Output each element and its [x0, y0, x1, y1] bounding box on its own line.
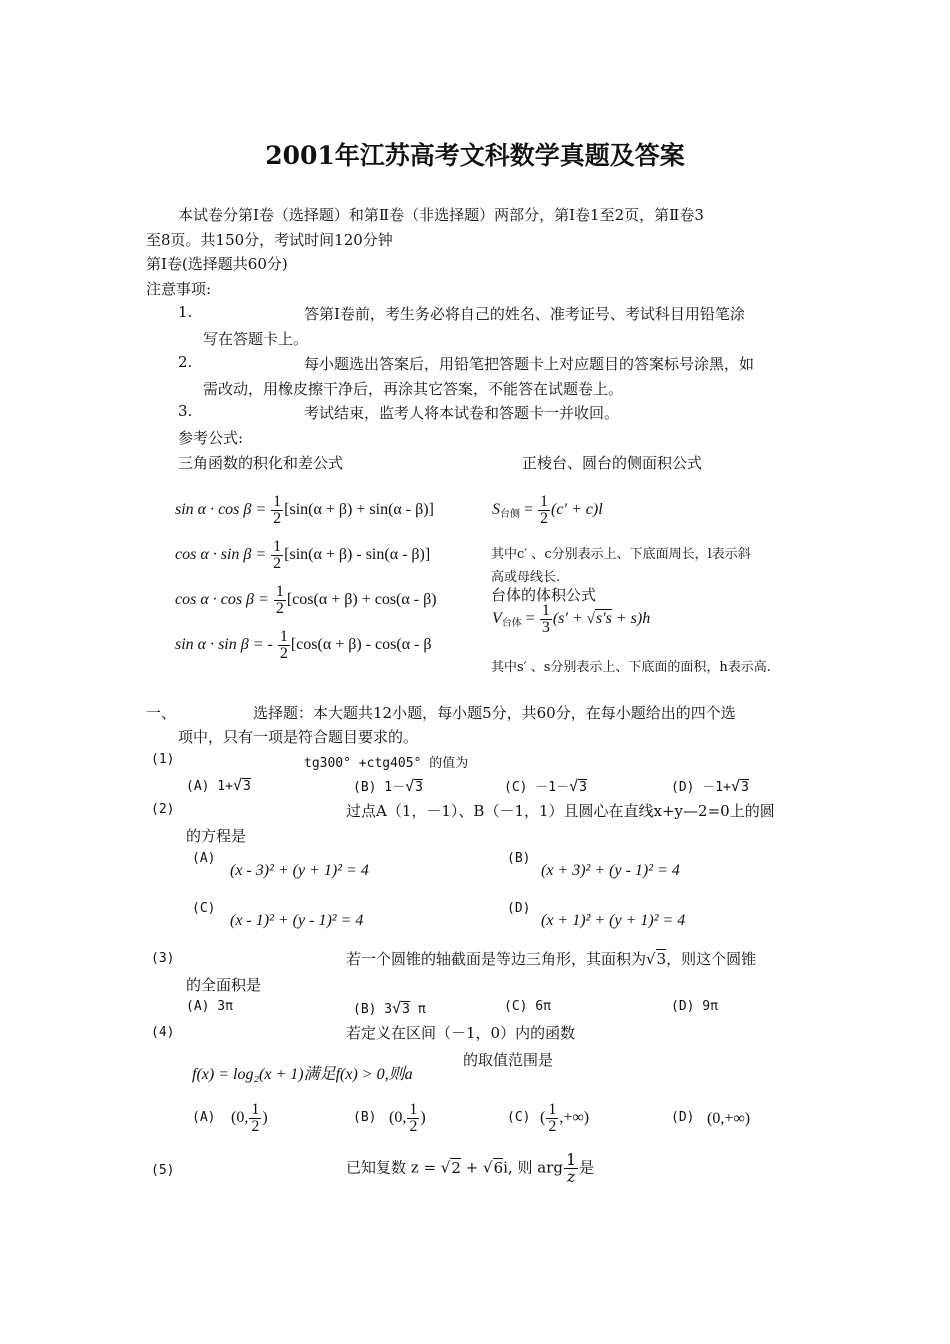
q3-stem: 若一个圆锥的轴截面是等边三角形，其面积为√3，则这个圆锥	[346, 950, 757, 968]
note-2-text-cont: 需改动，用橡皮擦干净后，再涂其它答案，不能答在试题卷上。	[203, 380, 624, 398]
ref-heading: 参考公式:	[178, 429, 244, 447]
formula-sin-cos: sin α · cos β = $\frac{1}{2}$ [sin(α + β) + sin(α - β)]	[175, 493, 434, 527]
q3-number: (3)	[151, 951, 175, 966]
note-1-text: 答第Ⅰ卷前，考生务必将自己的姓名、准考证号、考试科目用铅笔涂	[304, 305, 745, 323]
section-1-number: 一、	[146, 704, 177, 722]
q4-stem: 若定义在区间（－1，0）内的函数	[346, 1024, 576, 1042]
q4-option-d-label: (D)	[671, 1110, 695, 1125]
q4-stem-tail: 的取值范围是	[463, 1051, 554, 1069]
note-3-text: 考试结束，监考人将本试卷和答题卡一并收回。	[304, 404, 620, 422]
q5-number: (5)	[151, 1163, 175, 1178]
q2-option-d-label: (D)	[507, 901, 531, 916]
q2-option-c: (x - 1)² + (y - 1)² = 4	[230, 912, 364, 929]
q1-option-d: (D) －1+√3	[671, 777, 749, 795]
q2-option-b: (x + 3)² + (y - 1)² = 4	[541, 862, 680, 879]
q2-stem: 过点A（1，－1）、B（－1，1）且圆心在直线x+y—2=0上的圆	[346, 802, 775, 820]
q3-option-b: (B) 3√3 π	[353, 999, 426, 1017]
q2-option-c-label: (C)	[192, 901, 216, 916]
lateral-area-note: 其中c′ 、c分别表示上、下底面周长，l表示斜	[491, 547, 751, 562]
q4-option-c-label: (C)	[507, 1110, 531, 1125]
q4-number: (4)	[151, 1025, 175, 1040]
q1-option-c: (C) －1－√3	[504, 777, 587, 795]
page-title: 2001年江苏高考文科数学真题及答案	[265, 141, 685, 170]
formula-cos-sin: cos α · sin β = $\frac{1}{2}$ [sin(α + β) - sin(α - β)]	[175, 538, 431, 572]
q4-option-b: (0, $\frac{1}{2}$ )	[389, 1101, 426, 1135]
note-3-number: 3.	[178, 402, 193, 420]
q3-option-c: (C) 6π	[504, 999, 551, 1014]
ref-left-title: 三角函数的积化和差公式	[178, 454, 344, 472]
note-2-text: 每小题选出答案后，用铅笔把答题卡上对应题目的答案标号涂黑，如	[304, 355, 755, 373]
notice-heading: 注意事项:	[146, 280, 212, 298]
note-1-text-cont: 写在答题卡上。	[203, 330, 309, 348]
q2-option-a-label: (A)	[192, 851, 216, 866]
q2-option-b-label: (B)	[507, 851, 531, 866]
q4-option-a: (0, $\frac{1}{2}$ )	[231, 1101, 268, 1135]
intro-line-1: 本试卷分第Ⅰ卷（选择题）和第Ⅱ卷（非选择题）两部分，第Ⅰ卷1至2页，第Ⅱ卷3	[178, 206, 704, 224]
q1-option-a: (A) 1+√3	[186, 776, 251, 794]
q3-stem-cont: 的全面积是	[186, 976, 262, 994]
q1-stem: tg300° +ctg405° 的值为	[304, 756, 469, 771]
formula-lateral-area: $S_{台侧}$ = $\frac{1}{2}$ (c′ + c)l	[492, 493, 603, 527]
q2-number: (2)	[151, 802, 175, 817]
formula-volume: $V_{台体}$ = $\frac{1}{3}$ (s′ + √s′s + s)h	[492, 602, 651, 636]
ref-right-title: 正棱台、圆台的侧面积公式	[522, 454, 703, 472]
q2-option-a: (x - 3)² + (y + 1)² = 4	[230, 862, 369, 879]
volume-note: 其中s′ 、s分别表示上、下底面的面积，h表示高.	[491, 660, 771, 675]
q4-option-c: ( $\frac{1}{2}$ ,+∞)	[540, 1101, 590, 1135]
part1-heading: 第Ⅰ卷(选择题共60分)	[146, 255, 288, 273]
q3-option-d: (D) 9π	[671, 999, 718, 1014]
q4-option-a-label: (A)	[192, 1110, 216, 1125]
q1-option-b: (B) 1－√3	[353, 777, 423, 795]
section-1-heading: 选择题：本大题共12小题，每小题5分，共60分，在每小题给出的四个选	[253, 704, 736, 722]
formula-cos-cos: cos α · cos β = $\frac{1}{2}$ [cos(α + β) + cos(α - β)	[175, 583, 437, 617]
q4-function: f(x) = log₂(x + 1)满足f(x) > 0,则a	[192, 1066, 413, 1083]
note-2-number: 2.	[178, 353, 193, 371]
intro-line-2: 至8页。共150分，考试时间120分钟	[146, 231, 393, 249]
note-1-number: 1.	[178, 303, 193, 321]
q3-option-a: (A) 3π	[186, 999, 233, 1014]
section-1-heading-cont: 项中，只有一项是符合题目要求的。	[178, 728, 419, 746]
q2-stem-cont: 的方程是	[186, 827, 247, 845]
volume-title: 台体的体积公式	[491, 586, 597, 604]
q5-stem: 已知复数 z = √2 + √6i, 则 arg $\frac{1}{z}$ 是	[346, 1150, 595, 1186]
q4-option-d: (0,+∞)	[707, 1110, 751, 1127]
q4-option-b-label: (B)	[353, 1110, 377, 1125]
q1-number: (1)	[151, 752, 175, 767]
q2-option-d: (x + 1)² + (y + 1)² = 4	[541, 912, 686, 929]
lateral-area-note-cont: 高或母线长.	[491, 570, 561, 585]
formula-sin-sin: sin α · sin β = - $\frac{1}{2}$ [cos(α + β) - cos(α - β	[175, 628, 432, 662]
